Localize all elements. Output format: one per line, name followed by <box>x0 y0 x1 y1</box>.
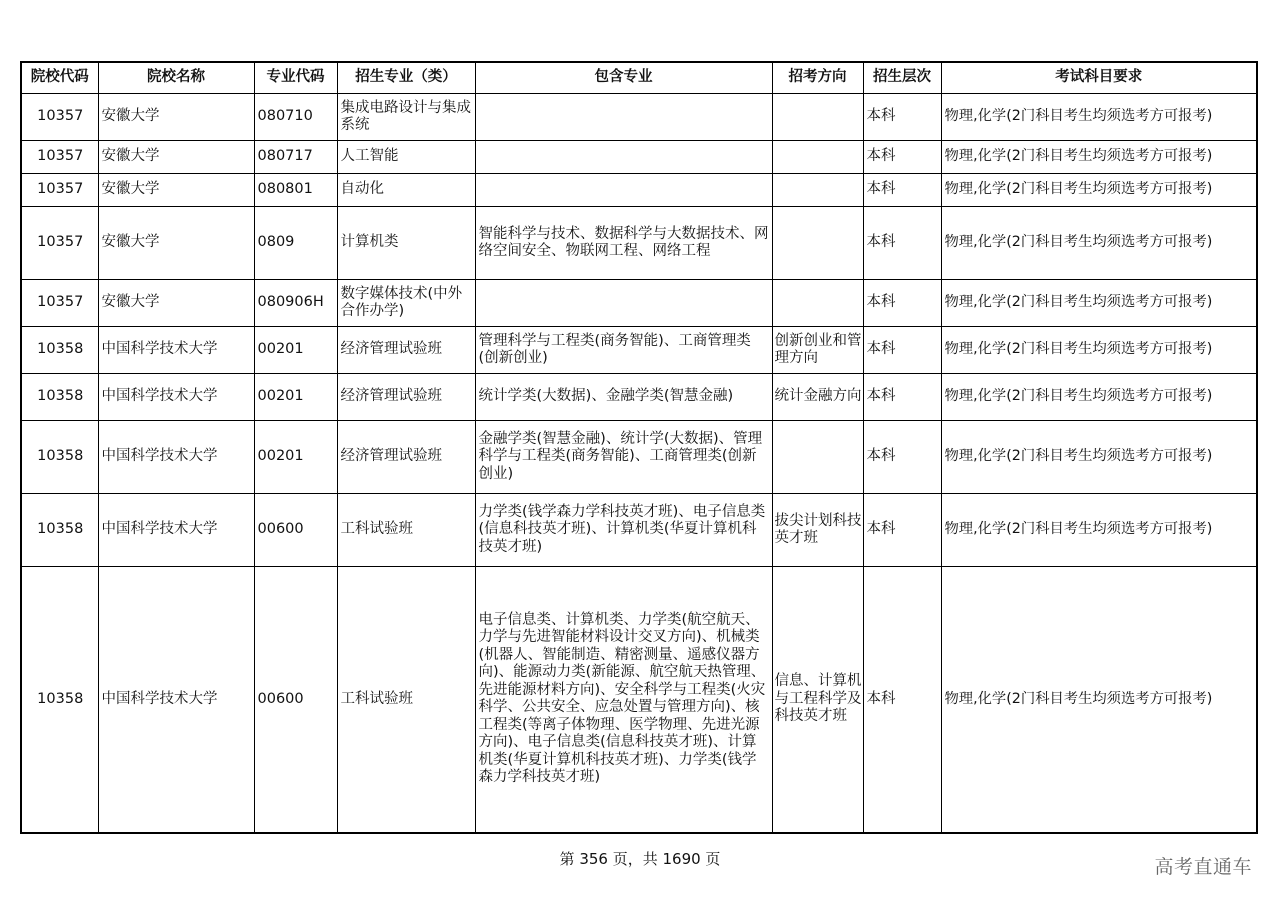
direction-cell <box>772 141 863 174</box>
subject-requirements-cell: 物理,化学(2门科目考生均须选考方可报考) <box>941 421 1257 494</box>
page-number: 第 356 页，共 1690 页 <box>559 850 721 868</box>
level-cell: 本科 <box>863 374 941 421</box>
school-code-cell: 10358 <box>21 494 98 567</box>
subject-requirements-cell: 物理,化学(2门科目考生均须选考方可报考) <box>941 280 1257 327</box>
major-code-cell: 00201 <box>254 327 337 374</box>
direction-cell: 信息、计算机与工程科学及科技英才班 <box>772 567 863 833</box>
major-code-cell: 00201 <box>254 421 337 494</box>
subject-requirements-cell: 物理,化学(2门科目考生均须选考方可报考) <box>941 494 1257 567</box>
direction-cell: 统计金融方向 <box>772 374 863 421</box>
table-row <box>21 327 1257 374</box>
table-row <box>21 567 1257 833</box>
school-code-cell: 10358 <box>21 327 98 374</box>
level-cell: 本科 <box>863 141 941 174</box>
school-code-cell: 10357 <box>21 94 98 141</box>
enroll-major-cell: 工科试验班 <box>337 567 475 833</box>
school-code-cell: 10357 <box>21 280 98 327</box>
included-majors-cell: 力学类(钱学森力学科技英才班)、电子信息类(信息科技英才班)、计算机类(华夏计算机科技英才班) <box>475 494 772 567</box>
subject-requirements-cell: 物理,化学(2门科目考生均须选考方可报考) <box>941 174 1257 207</box>
school-name-cell: 安徽大学 <box>98 141 254 174</box>
level-cell: 本科 <box>863 327 941 374</box>
header-school-code: 院校代码 <box>21 62 98 94</box>
direction-cell: 创新创业和管理方向 <box>772 327 863 374</box>
included-majors-cell: 电子信息类、计算机类、力学类(航空航天、力学与先进智能材料设计交叉方向)、机械类(机器人、智能制造、精密测量、遥感仪器方向)、能源动力类(新能源、航空航天热管理、先进能源材料方向)、安全科学与工程类(火灾科学、公共安全、应急处置与管理方向)、核工程类(等离子体物理、医学物理、先进光源方向)、电子信息类(信息科技英才班)、计算机类(华夏计算机科技英才班)、力学类(钱学森力学科技英才班) <box>475 567 772 833</box>
enroll-major-cell: 人工智能 <box>337 141 475 174</box>
header-direction: 招考方向 <box>772 62 863 94</box>
school-name-cell: 安徽大学 <box>98 174 254 207</box>
enroll-major-cell: 经济管理试验班 <box>337 327 475 374</box>
subject-requirements-cell: 物理,化学(2门科目考生均须选考方可报考) <box>941 207 1257 280</box>
table-row <box>21 421 1257 494</box>
major-code-cell: 00201 <box>254 374 337 421</box>
table-header-row <box>21 62 1257 94</box>
direction-cell <box>772 174 863 207</box>
included-majors-cell: 金融学类(智慧金融)、统计学(大数据)、管理科学与工程类(商务智能)、工商管理类(创新创业) <box>475 421 772 494</box>
admission-table <box>20 61 1258 834</box>
level-cell: 本科 <box>863 421 941 494</box>
included-majors-cell <box>475 141 772 174</box>
watermark-logo: 高考直通车 <box>1154 856 1252 878</box>
table-row <box>21 374 1257 421</box>
enroll-major-cell: 经济管理试验班 <box>337 421 475 494</box>
enroll-major-cell: 数字媒体技术(中外合作办学) <box>337 280 475 327</box>
major-code-cell: 00600 <box>254 567 337 833</box>
included-majors-cell <box>475 174 772 207</box>
included-majors-cell <box>475 94 772 141</box>
school-name-cell: 中国科学技术大学 <box>98 421 254 494</box>
school-name-cell: 安徽大学 <box>98 207 254 280</box>
header-included-majors: 包含专业 <box>475 62 772 94</box>
included-majors-cell: 管理科学与工程类(商务智能)、工商管理类(创新创业) <box>475 327 772 374</box>
school-name-cell: 中国科学技术大学 <box>98 494 254 567</box>
school-name-cell: 中国科学技术大学 <box>98 374 254 421</box>
subject-requirements-cell: 物理,化学(2门科目考生均须选考方可报考) <box>941 94 1257 141</box>
enroll-major-cell: 集成电路设计与集成系统 <box>337 94 475 141</box>
major-code-cell: 080717 <box>254 141 337 174</box>
level-cell: 本科 <box>863 567 941 833</box>
table-row <box>21 141 1257 174</box>
direction-cell <box>772 207 863 280</box>
subject-requirements-cell: 物理,化学(2门科目考生均须选考方可报考) <box>941 327 1257 374</box>
major-code-cell: 080710 <box>254 94 337 141</box>
level-cell: 本科 <box>863 280 941 327</box>
included-majors-cell <box>475 280 772 327</box>
level-cell: 本科 <box>863 207 941 280</box>
enroll-major-cell: 自动化 <box>337 174 475 207</box>
major-code-cell: 0809 <box>254 207 337 280</box>
school-code-cell: 10358 <box>21 374 98 421</box>
table-row <box>21 280 1257 327</box>
level-cell: 本科 <box>863 174 941 207</box>
enroll-major-cell: 计算机类 <box>337 207 475 280</box>
school-code-cell: 10358 <box>21 421 98 494</box>
included-majors-cell: 智能科学与技术、数据科学与大数据技术、网络空间安全、物联网工程、网络工程 <box>475 207 772 280</box>
major-code-cell: 00600 <box>254 494 337 567</box>
major-code-cell: 080906H <box>254 280 337 327</box>
school-name-cell: 中国科学技术大学 <box>98 567 254 833</box>
level-cell: 本科 <box>863 94 941 141</box>
included-majors-cell: 统计学类(大数据)、金融学类(智慧金融) <box>475 374 772 421</box>
direction-cell <box>772 94 863 141</box>
table-row <box>21 494 1257 567</box>
header-level: 招生层次 <box>863 62 941 94</box>
enroll-major-cell: 经济管理试验班 <box>337 374 475 421</box>
table-row <box>21 207 1257 280</box>
direction-cell <box>772 280 863 327</box>
major-code-cell: 080801 <box>254 174 337 207</box>
subject-requirements-cell: 物理,化学(2门科目考生均须选考方可报考) <box>941 567 1257 833</box>
subject-requirements-cell: 物理,化学(2门科目考生均须选考方可报考) <box>941 141 1257 174</box>
header-enroll-major: 招生专业（类） <box>337 62 475 94</box>
table-row <box>21 94 1257 141</box>
table-row <box>21 174 1257 207</box>
header-major-code: 专业代码 <box>254 62 337 94</box>
school-name-cell: 安徽大学 <box>98 94 254 141</box>
school-code-cell: 10357 <box>21 174 98 207</box>
school-code-cell: 10358 <box>21 567 98 833</box>
school-name-cell: 安徽大学 <box>98 280 254 327</box>
subject-requirements-cell: 物理,化学(2门科目考生均须选考方可报考) <box>941 374 1257 421</box>
school-code-cell: 10357 <box>21 141 98 174</box>
direction-cell <box>772 421 863 494</box>
school-name-cell: 中国科学技术大学 <box>98 327 254 374</box>
header-subject-requirements: 考试科目要求 <box>941 62 1257 94</box>
school-code-cell: 10357 <box>21 207 98 280</box>
level-cell: 本科 <box>863 494 941 567</box>
header-school-name: 院校名称 <box>98 62 254 94</box>
direction-cell: 拔尖计划科技英才班 <box>772 494 863 567</box>
enroll-major-cell: 工科试验班 <box>337 494 475 567</box>
